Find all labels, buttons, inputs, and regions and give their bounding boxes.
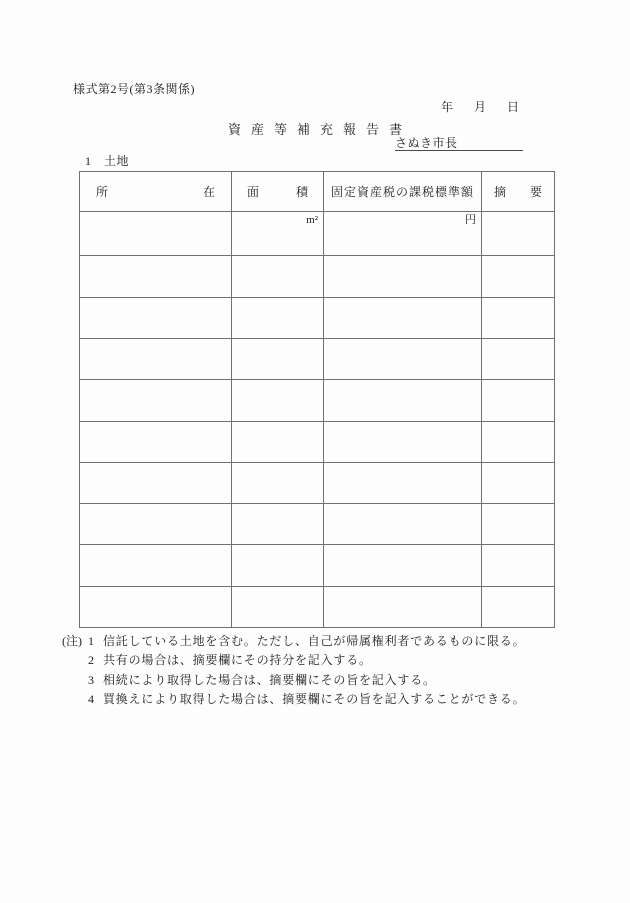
cell-tax-base	[324, 586, 482, 627]
cell-tax-base	[324, 338, 482, 379]
month-label: 月	[474, 100, 487, 114]
cell-location	[80, 256, 232, 297]
table-row	[80, 504, 555, 545]
table-row	[80, 212, 555, 256]
cell-location	[80, 421, 232, 462]
land-table	[79, 171, 555, 628]
addressee-line	[395, 134, 523, 151]
cell-remarks	[482, 256, 555, 297]
cell-area	[232, 338, 324, 379]
cell-remarks	[482, 586, 555, 627]
cell-location	[80, 545, 232, 586]
col-header-remarks	[482, 172, 555, 212]
cell-location	[80, 297, 232, 338]
col-header-tax-base: 固定資産税の課税標準額	[324, 172, 482, 212]
page-title: 資産等補充報告書	[227, 122, 412, 137]
cell-remarks	[482, 462, 555, 503]
col-header-area	[232, 172, 324, 212]
col-header-area-left: 面	[247, 185, 260, 199]
cell-remarks	[482, 338, 555, 379]
note-line	[62, 632, 562, 651]
cell-area	[232, 380, 324, 421]
col-header-location	[80, 172, 232, 212]
note-prefix	[62, 651, 88, 670]
table-row	[80, 462, 555, 503]
cell-area	[232, 462, 324, 503]
footnotes	[62, 632, 562, 710]
note-prefix: (注)	[62, 634, 82, 648]
cell-tax-base	[324, 256, 482, 297]
area-unit-cell: m²	[232, 212, 324, 256]
cell-location	[80, 504, 232, 545]
table-row	[80, 380, 555, 421]
table-row	[80, 338, 555, 379]
col-header-location-left: 所	[96, 185, 109, 199]
note-text: 共有の場合は、摘要欄にその持分を記入する。	[103, 653, 372, 668]
cell-remarks	[482, 421, 555, 462]
table-header-row	[80, 172, 555, 212]
cell-tax-base	[324, 504, 482, 545]
addressee-label: さぬき市長	[395, 136, 458, 150]
cell-tax-base	[324, 297, 482, 338]
currency-unit-cell: 円	[324, 212, 482, 256]
note-prefix	[62, 671, 88, 690]
cell-area	[232, 421, 324, 462]
table-row	[80, 586, 555, 627]
cell-location	[80, 586, 232, 627]
note-number: 4	[88, 692, 94, 707]
note-number: 2	[88, 653, 94, 668]
cell-location	[80, 380, 232, 421]
cell-area	[232, 297, 324, 338]
form-number: 様式第2号(第3条関係)	[73, 82, 195, 96]
cell-tax-base	[324, 421, 482, 462]
table-row	[80, 297, 555, 338]
cell-area	[232, 256, 324, 297]
note-number: 1	[88, 634, 94, 648]
section-label-land: 1 土地	[85, 154, 130, 168]
cell-tax-base	[324, 462, 482, 503]
col-header-remarks-left: 摘	[494, 185, 507, 199]
day-label: 日	[507, 100, 520, 114]
cell-location	[80, 212, 232, 256]
cell-location	[80, 338, 232, 379]
cell-area	[232, 504, 324, 545]
note-text: 相続により取得した場合は、摘要欄にその旨を記入する。	[103, 672, 436, 687]
note-number: 3	[88, 672, 94, 687]
cell-remarks	[482, 297, 555, 338]
cell-remarks	[482, 504, 555, 545]
note-text: 信託している土地を含む。ただし、自己が帰属権利者であるものに限る。	[103, 634, 526, 648]
note-text: 買換えにより取得した場合は、摘要欄にその旨を記入することができる。	[103, 692, 526, 707]
table-row	[80, 545, 555, 586]
col-header-area-right: 積	[295, 185, 308, 199]
note-prefix	[62, 690, 88, 709]
year-label: 年	[441, 100, 454, 114]
cell-area	[232, 586, 324, 627]
note-line	[62, 651, 562, 670]
cell-remarks	[482, 212, 555, 256]
cell-area	[232, 545, 324, 586]
note-line	[62, 690, 562, 709]
cell-tax-base	[324, 545, 482, 586]
date-line	[441, 98, 519, 115]
table-row	[80, 421, 555, 462]
note-line	[62, 671, 562, 690]
col-header-remarks-right: 要	[529, 185, 542, 199]
cell-remarks	[482, 380, 555, 421]
cell-remarks	[482, 545, 555, 586]
col-header-location-right: 在	[202, 185, 215, 199]
cell-tax-base	[324, 380, 482, 421]
table-row	[80, 256, 555, 297]
cell-location	[80, 462, 232, 503]
